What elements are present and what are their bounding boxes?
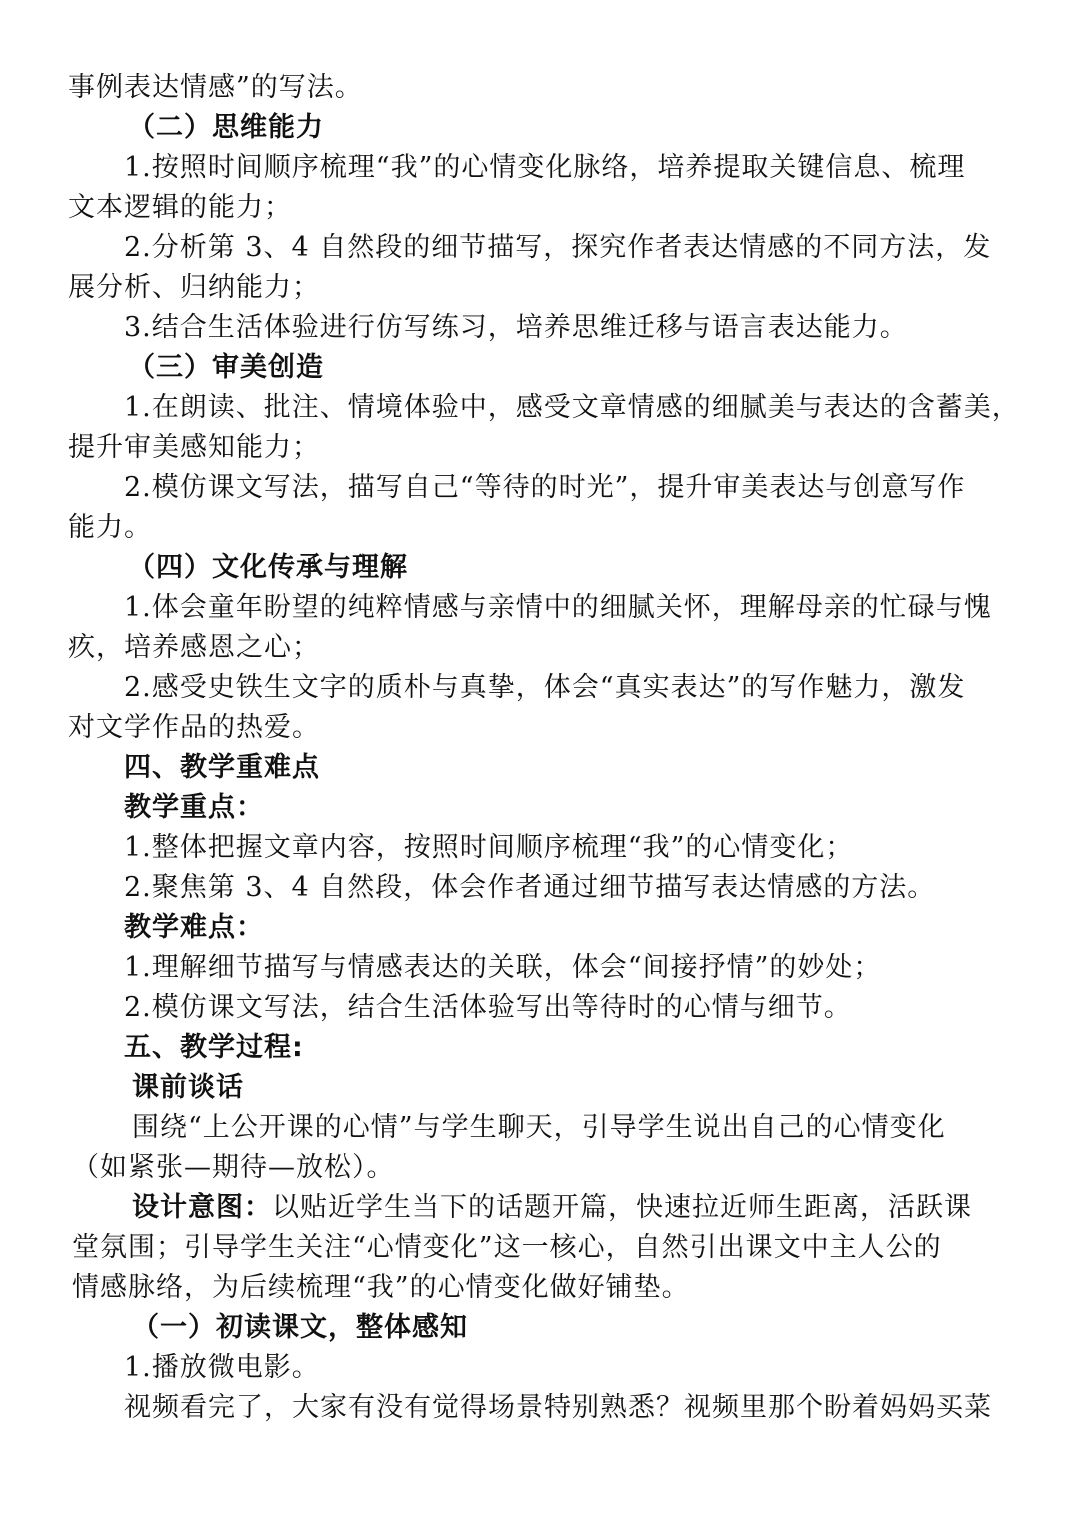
text-line: 1.在朗读、批注、情境体验中，感受文章情感的细腻美与表达的含蓄美， xyxy=(124,392,1020,423)
text-line: 文本逻辑的能力； xyxy=(68,192,292,223)
text-line: 提升审美感知能力； xyxy=(68,432,320,463)
text-line: 1.播放微电影。 xyxy=(124,1352,320,1383)
section-heading: （三）审美创造 xyxy=(128,352,324,383)
text-line: 围绕“上公开课的心情”与学生聊天，引导学生说出自己的心情变化 xyxy=(132,1112,946,1143)
text-line: 2.分析第 3、4 自然段的细节描写，探究作者表达情感的不同方法，发 xyxy=(124,232,992,263)
text-line: 1.整体把握文章内容，按照时间顺序梳理“我”的心情变化； xyxy=(124,832,854,863)
text-line: 2.感受史铁生文字的质朴与真挚，体会“真实表达”的写作魅力，激发 xyxy=(124,672,966,703)
subheading: 课前谈话 xyxy=(132,1072,244,1103)
text-line: 事例表达情感”的写法。 xyxy=(68,72,363,103)
text-line: （如紧张—期待—放松）。 xyxy=(72,1152,395,1183)
text-line: 疚，培养感恩之心； xyxy=(68,632,320,663)
text-line: 视频看完了，大家有没有觉得场景特别熟悉？视频里那个盼着妈妈买菜 xyxy=(124,1392,992,1423)
text-line: 2.模仿课文写法，结合生活体验写出等待时的心情与细节。 xyxy=(124,992,852,1023)
section-heading: 五、教学过程: xyxy=(124,1032,304,1063)
design-intent-line xyxy=(132,1188,972,1228)
text-line: 1.体会童年盼望的纯粹情感与亲情中的细腻关怀，理解母亲的忙碌与愧 xyxy=(124,592,992,623)
text-line: 2.模仿课文写法，描写自己“等待的时光”，提升审美表达与创意写作 xyxy=(124,472,966,503)
section-heading: （一）初读课文，整体感知 xyxy=(132,1312,468,1343)
text-line: 展分析、归纳能力； xyxy=(68,272,320,303)
text-line: 情感脉络，为后续梳理“我”的心情变化做好铺垫。 xyxy=(72,1272,690,1303)
text-line: 3.结合生活体验进行仿写练习，培养思维迁移与语言表达能力。 xyxy=(124,312,908,343)
text-line: 1.按照时间顺序梳理“我”的心情变化脉络，培养提取关键信息、梳理 xyxy=(124,152,966,183)
section-heading: （二）思维能力 xyxy=(128,112,324,143)
text-line: 对文学作品的热爱。 xyxy=(68,712,320,743)
design-intent-label: 设计意图： xyxy=(132,1192,272,1223)
text-line: 堂氛围；引导学生关注“心情变化”这一核心，自然引出课文中主人公的 xyxy=(72,1232,942,1263)
section-heading: 四、教学重难点 xyxy=(124,752,320,783)
subheading: 教学难点： xyxy=(124,912,264,943)
subheading: 教学重点： xyxy=(124,792,264,823)
text-line: 2.聚焦第 3、4 自然段，体会作者通过细节描写表达情感的方法。 xyxy=(124,872,936,903)
text-line: 能力。 xyxy=(68,512,152,543)
text-line: 1.理解细节描写与情感表达的关联，体会“间接抒情”的妙处； xyxy=(124,952,882,983)
section-heading: （四）文化传承与理解 xyxy=(128,552,408,583)
design-intent-text: 以贴近学生当下的话题开篇，快速拉近师生距离，活跃课 xyxy=(272,1192,972,1223)
